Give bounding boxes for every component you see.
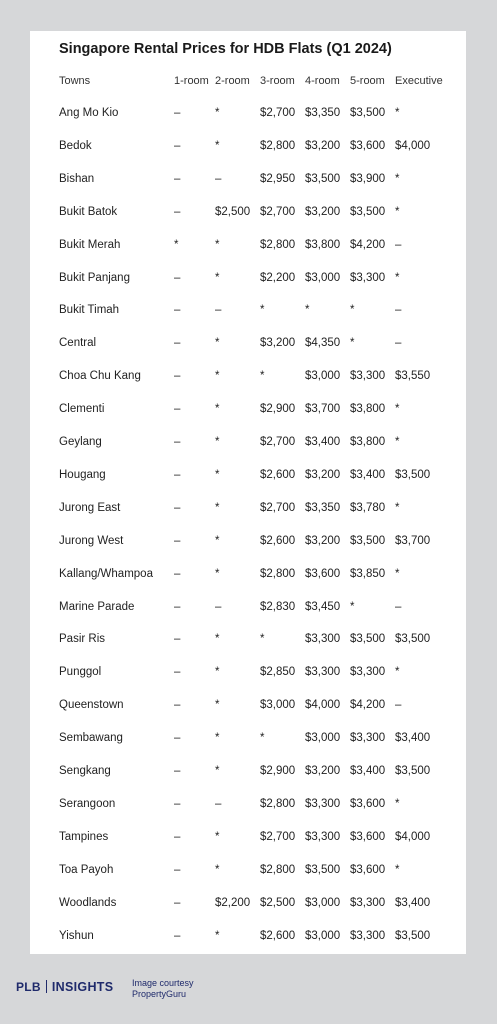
cell-1-room: – (174, 929, 181, 942)
table-row (30, 598, 466, 618)
cell-1-room: – (174, 732, 181, 745)
table-row (30, 927, 466, 947)
cell-1-room: – (174, 107, 181, 119)
cell-executive: * (395, 172, 400, 185)
cell-4-room: $3,300 (305, 666, 341, 679)
cell-town: Bishan (59, 172, 95, 185)
cell-5-room: $3,780 (350, 501, 386, 514)
cell-3-room: $2,700 (260, 830, 296, 843)
cell-4-room: * (305, 304, 310, 317)
cell-executive: $3,500 (395, 765, 431, 777)
cell-5-room: $3,600 (350, 797, 386, 810)
cell-executive: – (395, 600, 402, 613)
table-row (30, 137, 466, 157)
cell-2-room: – (215, 600, 222, 613)
table-row (30, 499, 466, 519)
header-executive: Executive (395, 75, 443, 87)
cell-town: Toa Payoh (59, 863, 114, 876)
cell-3-room: $3,200 (260, 337, 296, 350)
logo-prefix: PLB (16, 980, 41, 994)
cell-town: Marine Parade (59, 600, 135, 613)
table-row (30, 334, 466, 354)
cell-4-room: $3,450 (305, 600, 341, 613)
cell-5-room: $3,300 (350, 370, 386, 383)
table-row (30, 861, 466, 881)
cell-town: Geylang (59, 436, 102, 448)
cell-executive: $3,400 (395, 896, 431, 909)
header-2-room: 2-room (215, 75, 250, 87)
cell-town: Bukit Panjang (59, 271, 130, 284)
cell-1-room: – (174, 501, 181, 514)
cell-town: Yishun (59, 929, 94, 942)
cell-2-room: $2,500 (215, 205, 251, 218)
cell-2-room: $2,200 (215, 896, 251, 909)
cell-2-room: * (215, 501, 220, 514)
cell-5-room: $3,600 (350, 139, 386, 152)
cell-executive: * (395, 567, 400, 580)
cell-5-room: $3,600 (350, 830, 386, 843)
cell-1-room: – (174, 863, 181, 876)
cell-5-room: $3,800 (350, 436, 386, 448)
cell-executive: – (395, 337, 402, 350)
cell-1-room: – (174, 403, 181, 416)
cell-4-room: $3,400 (305, 436, 341, 448)
table-row (30, 663, 466, 683)
cell-2-room: * (215, 534, 220, 547)
cell-4-room: $4,350 (305, 337, 341, 350)
cell-2-room: * (215, 666, 220, 679)
table-header-row (30, 72, 466, 90)
cell-5-room: $3,400 (350, 765, 386, 777)
cell-5-room: * (350, 600, 355, 613)
cell-1-room: – (174, 205, 181, 218)
cell-3-room: $2,800 (260, 139, 296, 152)
cell-5-room: $3,500 (350, 205, 386, 218)
cell-3-room: * (260, 304, 265, 317)
cell-2-room: * (215, 732, 220, 745)
image-courtesy (132, 978, 194, 1000)
courtesy-line-2: PropertyGuru (132, 989, 187, 999)
cell-1-room: – (174, 567, 181, 580)
cell-2-room: – (215, 797, 222, 810)
cell-town: Hougang (59, 468, 106, 481)
cell-town: Woodlands (59, 896, 117, 909)
cell-4-room: $3,300 (305, 797, 341, 810)
cell-4-room: $3,300 (305, 830, 341, 843)
cell-5-room: $4,200 (350, 238, 386, 251)
cell-5-room: $3,500 (350, 633, 386, 646)
cell-3-room: $2,700 (260, 205, 296, 218)
cell-1-room: – (174, 271, 181, 284)
cell-3-room: $2,800 (260, 238, 296, 251)
table-row (30, 466, 466, 486)
cell-4-room: $3,200 (305, 534, 341, 547)
cell-5-room: $3,500 (350, 107, 386, 119)
courtesy-line-1: Image courtesy (132, 978, 194, 988)
footer (0, 970, 497, 1010)
cell-1-room: – (174, 337, 181, 350)
cell-2-room: * (215, 436, 220, 448)
table-row (30, 433, 466, 453)
cell-town: Serangoon (59, 797, 116, 810)
cell-5-room: $3,300 (350, 896, 386, 909)
cell-2-room: * (215, 238, 220, 251)
cell-4-room: $3,200 (305, 139, 341, 152)
cell-executive: – (395, 304, 402, 317)
header-5-room: 5-room (350, 75, 385, 87)
cell-3-room: $2,900 (260, 765, 296, 777)
cell-5-room: $3,300 (350, 929, 386, 942)
cell-4-room: $3,700 (305, 403, 341, 416)
cell-town: Choa Chu Kang (59, 370, 141, 383)
cell-3-room: * (260, 633, 265, 646)
cell-town: Kallang/Whampoa (59, 567, 153, 580)
table-row (30, 762, 466, 782)
cell-2-room: * (215, 139, 220, 152)
cell-town: Punggol (59, 666, 102, 679)
cell-1-room: – (174, 304, 181, 317)
cell-4-room: $3,600 (305, 567, 341, 580)
cell-executive: * (395, 271, 400, 284)
cell-town: Sembawang (59, 732, 123, 745)
cell-1-room: – (174, 139, 181, 152)
rental-table-card (30, 31, 466, 954)
table-row (30, 301, 466, 321)
cell-town: Bukit Merah (59, 238, 121, 251)
cell-town: Ang Mo Kio (59, 107, 119, 119)
cell-3-room: $2,600 (260, 929, 296, 942)
cell-5-room: $3,600 (350, 863, 386, 876)
cell-3-room: $2,950 (260, 172, 296, 185)
cell-4-room: $4,000 (305, 699, 341, 712)
cell-4-room: $3,000 (305, 929, 341, 942)
cell-4-room: $3,300 (305, 633, 341, 646)
cell-town: Pasir Ris (59, 633, 106, 646)
header-3-room: 3-room (260, 75, 295, 87)
cell-4-room: $3,500 (305, 172, 341, 185)
cell-4-room: $3,500 (305, 863, 341, 876)
header-towns: Towns (59, 75, 91, 87)
cell-town: Bukit Timah (59, 304, 120, 317)
cell-5-room: $3,900 (350, 172, 386, 185)
table-row (30, 696, 466, 716)
cell-3-room: * (260, 732, 265, 745)
cell-5-room: $3,300 (350, 732, 386, 745)
cell-3-room: * (260, 370, 265, 383)
cell-town: Bukit Batok (59, 205, 118, 218)
cell-executive: * (395, 205, 400, 218)
cell-2-room: * (215, 830, 220, 843)
cell-3-room: $2,200 (260, 271, 296, 284)
cell-3-room: $2,600 (260, 534, 296, 547)
cell-2-room: – (215, 172, 222, 185)
cell-1-room: – (174, 896, 181, 909)
header-4-room: 4-room (305, 75, 340, 87)
cell-executive: $3,700 (395, 534, 431, 547)
cell-2-room: * (215, 929, 220, 942)
table-row (30, 170, 466, 190)
cell-executive: $3,400 (395, 732, 431, 745)
cell-2-room: * (215, 107, 220, 119)
cell-1-room: – (174, 436, 181, 448)
cell-5-room: $4,200 (350, 699, 386, 712)
cell-town: Central (59, 337, 97, 350)
cell-2-room: * (215, 863, 220, 876)
cell-1-room: – (174, 666, 181, 679)
cell-2-room: – (215, 304, 222, 317)
cell-4-room: $3,350 (305, 107, 341, 119)
cell-2-room: * (215, 403, 220, 416)
cell-town: Queenstown (59, 699, 124, 712)
table-row (30, 400, 466, 420)
cell-1-room: – (174, 699, 181, 712)
cell-3-room: $2,700 (260, 107, 296, 119)
table-row (30, 532, 466, 552)
cell-1-room: – (174, 370, 181, 383)
cell-2-room: * (215, 633, 220, 646)
cell-4-room: $3,800 (305, 238, 341, 251)
table-row (30, 729, 466, 749)
cell-executive: * (395, 501, 400, 514)
cell-1-room: – (174, 468, 181, 481)
table-row (30, 269, 466, 289)
cell-4-room: $3,350 (305, 501, 341, 514)
cell-2-room: * (215, 699, 220, 712)
table-title: Singapore Rental Prices for HDB Flats (Q1 2024) (59, 41, 392, 57)
cell-3-room: $2,850 (260, 666, 296, 679)
cell-5-room: $3,850 (350, 567, 386, 580)
cell-3-room: $3,000 (260, 699, 296, 712)
cell-4-room: $3,200 (305, 468, 341, 481)
cell-5-room: * (350, 337, 355, 350)
cell-executive: $3,500 (395, 468, 431, 481)
cell-1-room: – (174, 797, 181, 810)
cell-executive: $3,550 (395, 370, 431, 383)
cell-2-room: * (215, 337, 220, 350)
table-row (30, 104, 466, 124)
cell-5-room: $3,300 (350, 666, 386, 679)
cell-1-room: – (174, 633, 181, 646)
table-row (30, 236, 466, 256)
cell-executive: – (395, 238, 402, 251)
cell-5-room: $3,800 (350, 403, 386, 416)
cell-town: Bedok (59, 139, 92, 152)
cell-4-room: $3,000 (305, 896, 341, 909)
cell-1-room: – (174, 172, 181, 185)
cell-executive: * (395, 436, 400, 448)
table-row (30, 367, 466, 387)
cell-1-room: – (174, 600, 181, 613)
cell-4-room: $3,000 (305, 271, 341, 284)
cell-3-room: $2,800 (260, 567, 296, 580)
cell-town: Tampines (59, 830, 109, 843)
cell-town: Sengkang (59, 765, 111, 777)
cell-1-room: – (174, 534, 181, 547)
table-row (30, 630, 466, 650)
cell-town: Clementi (59, 403, 105, 416)
cell-executive: $4,000 (395, 139, 431, 152)
cell-2-room: * (215, 765, 220, 777)
cell-3-room: $2,830 (260, 600, 296, 613)
header-1-room: 1-room (174, 75, 209, 87)
cell-town: Jurong West (59, 534, 124, 547)
cell-1-room: – (174, 765, 181, 777)
cell-2-room: * (215, 468, 220, 481)
cell-executive: $4,000 (395, 830, 431, 843)
cell-3-room: $2,500 (260, 896, 296, 909)
cell-5-room: * (350, 304, 355, 317)
cell-1-room: – (174, 830, 181, 843)
cell-3-room: $2,700 (260, 501, 296, 514)
table-row (30, 203, 466, 223)
cell-4-room: $3,200 (305, 765, 341, 777)
cell-5-room: $3,300 (350, 271, 386, 284)
cell-executive: $3,500 (395, 633, 431, 646)
cell-executive: * (395, 107, 400, 119)
cell-1-room: * (174, 238, 179, 251)
cell-3-room: $2,900 (260, 403, 296, 416)
table-row (30, 565, 466, 585)
cell-5-room: $3,500 (350, 534, 386, 547)
plb-insights-logo (16, 980, 113, 994)
table-row (30, 828, 466, 848)
cell-3-room: $2,600 (260, 468, 296, 481)
cell-4-room: $3,200 (305, 205, 341, 218)
cell-3-room: $2,700 (260, 436, 296, 448)
cell-executive: * (395, 666, 400, 679)
cell-executive: * (395, 863, 400, 876)
cell-executive: * (395, 403, 400, 416)
cell-4-room: $3,000 (305, 370, 341, 383)
cell-town: Jurong East (59, 501, 121, 514)
cell-executive: $3,500 (395, 929, 431, 942)
table-row (30, 894, 466, 914)
cell-executive: * (395, 797, 400, 810)
cell-3-room: $2,800 (260, 797, 296, 810)
logo-brand: INSIGHTS (51, 980, 114, 994)
cell-5-room: $3,400 (350, 468, 386, 481)
logo-divider (46, 980, 47, 993)
table-row (30, 795, 466, 815)
cell-executive: – (395, 699, 402, 712)
cell-3-room: $2,800 (260, 863, 296, 876)
cell-2-room: * (215, 271, 220, 284)
cell-4-room: $3,000 (305, 732, 341, 745)
cell-2-room: * (215, 370, 220, 383)
cell-2-room: * (215, 567, 220, 580)
